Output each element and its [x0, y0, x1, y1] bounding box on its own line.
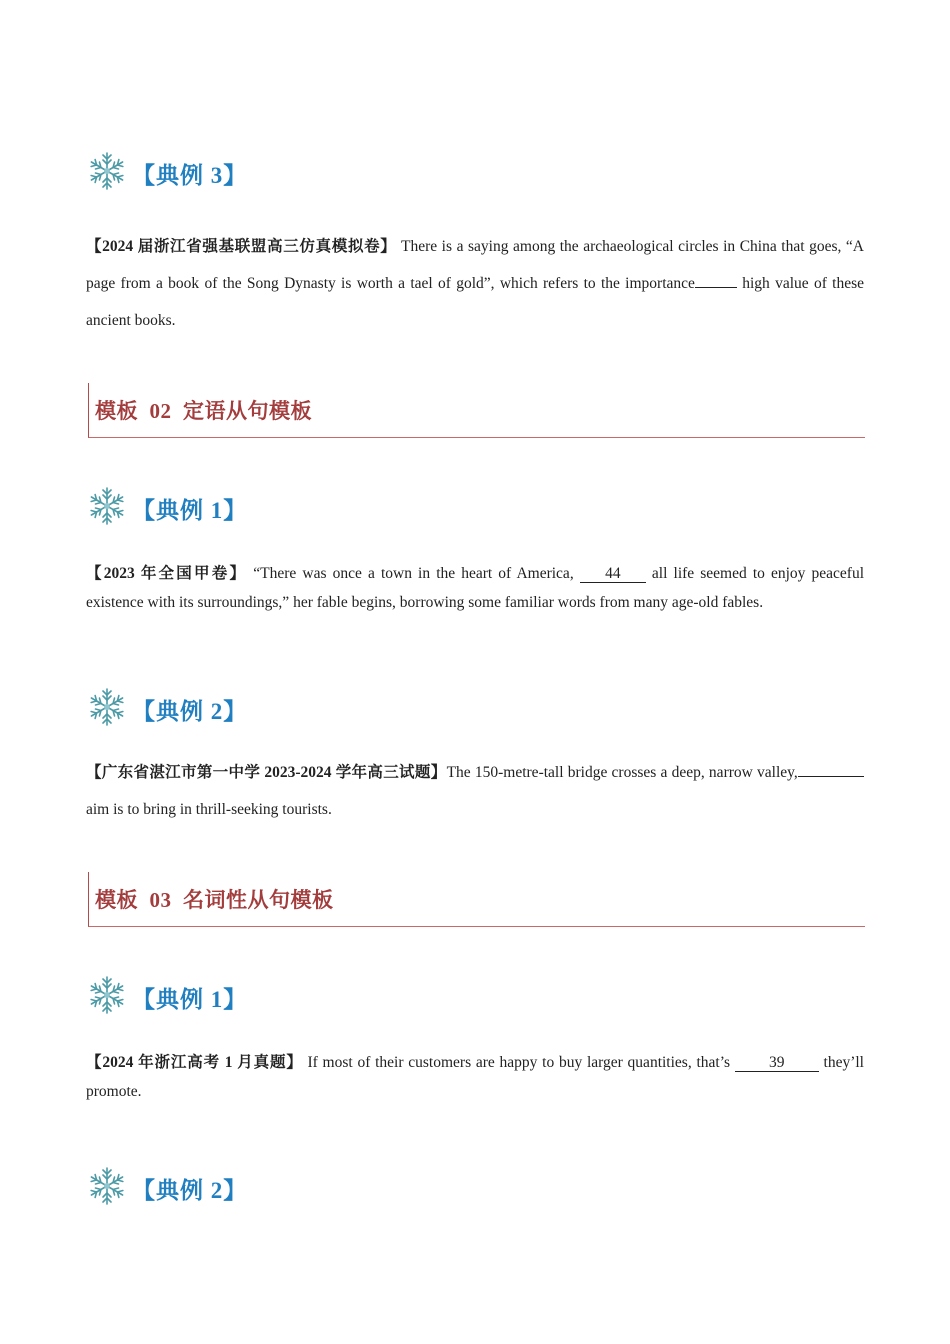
example-2-paragraph — [86, 754, 864, 828]
example-3-paragraph — [86, 228, 864, 339]
example-2-header — [86, 684, 247, 728]
example-title: 【典例 1】 — [132, 498, 248, 523]
example-source: 【2024 届浙江省强基联盟高三仿真模拟卷】 — [86, 238, 397, 255]
question-text: If most of their customers are happy to buy larger quantities, that’s — [307, 1054, 731, 1071]
question-text-end: they’ll promote. — [86, 1054, 864, 1100]
example-3-header — [86, 148, 247, 192]
example-1-header — [86, 483, 247, 527]
question-text-end: aim is to bring in thrill-seeking tourists. — [86, 801, 332, 818]
template-03-heading — [88, 872, 865, 927]
template-02-heading — [88, 383, 865, 438]
answer-blank[interactable]: 44 — [580, 565, 646, 583]
question-text: The 150-metre-tall bridge crosses a deep, narrow valley, — [446, 764, 798, 781]
answer-blank[interactable] — [695, 287, 737, 288]
example-title: 【典例 1】 — [132, 987, 248, 1012]
template-title: 模板 02 定语从句模板 — [95, 399, 312, 423]
answer-blank[interactable] — [798, 776, 864, 777]
question-text-end: all life seemed to enjoy peaceful existence with its surroundings,” her fable begins, borrowing some familiar words from many age-old fables. — [86, 565, 865, 611]
example-2b-header — [86, 1163, 247, 1207]
snowflake-icon — [86, 1165, 128, 1207]
template-title: 模板 03 名词性从句模板 — [95, 888, 334, 912]
snowflake-icon — [86, 974, 128, 1016]
question-text: There is a saying among the archaeological circles in China that goes, “A page from a book of the Song Dynasty is worth a tael of gold”, which refers to the importance — [86, 238, 864, 292]
example-1b-paragraph — [86, 1048, 864, 1106]
example-1-paragraph — [86, 559, 864, 617]
example-1b-header — [86, 972, 247, 1016]
example-source: 【2023 年全国甲卷】 — [86, 565, 248, 582]
example-title: 【典例 2】 — [132, 699, 248, 724]
question-text: “There was once a town in the heart of America, — [253, 565, 574, 582]
example-source: 【广东省湛江市第一中学 2023-2024 学年高三试题】 — [86, 764, 447, 781]
question-text-end: high value of these ancient books. — [86, 275, 865, 329]
snowflake-icon — [86, 150, 128, 192]
example-title: 【典例 3】 — [132, 163, 248, 188]
snowflake-icon — [86, 485, 128, 527]
example-source: 【2024 年浙江高考 1 月真题】 — [86, 1054, 303, 1071]
example-title: 【典例 2】 — [132, 1178, 248, 1203]
answer-blank[interactable]: 39 — [735, 1054, 819, 1072]
snowflake-icon — [86, 686, 128, 728]
